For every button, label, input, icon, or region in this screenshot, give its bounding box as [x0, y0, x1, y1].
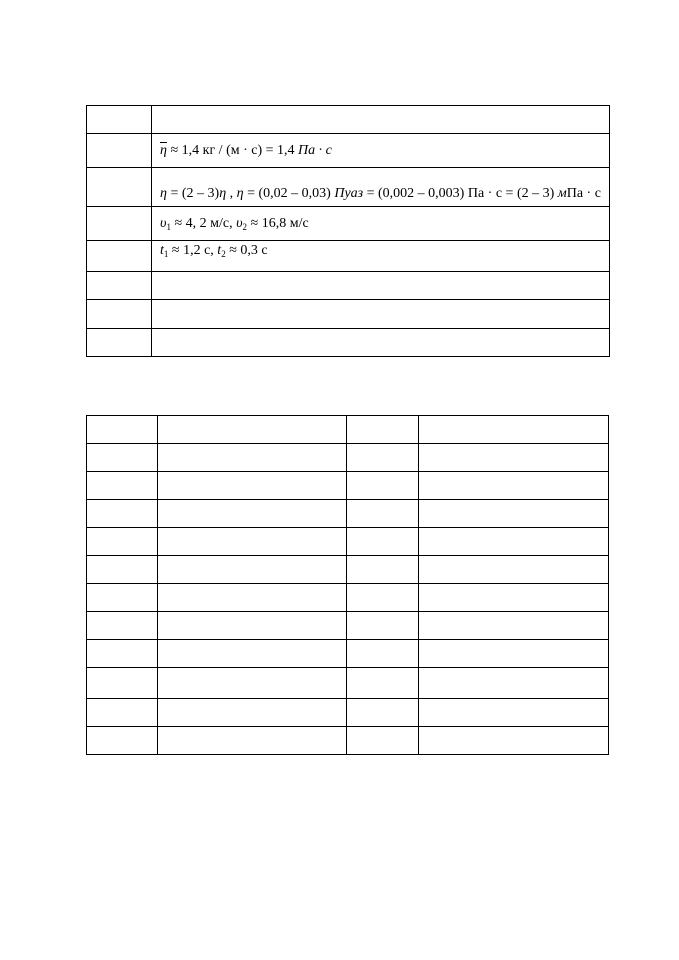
eta-symbol: η: [219, 186, 227, 201]
table-cell: [87, 106, 152, 134]
table-cell: [419, 640, 609, 668]
table-row: [87, 444, 609, 472]
table-cell: [158, 612, 347, 640]
viscosity-range-cell: [152, 168, 610, 207]
upsilon-symbol: υ: [236, 215, 243, 231]
time-1-value: ≈ 1,2 с,: [168, 243, 218, 258]
t-symbol: t: [160, 243, 164, 258]
table-cell: [87, 584, 158, 612]
text-segment: = (2 – 3): [166, 186, 220, 201]
t-symbol: t: [217, 243, 222, 258]
table-row: [87, 528, 609, 556]
table-cell: [87, 500, 158, 528]
table-cell: [347, 528, 419, 556]
table-cell: [419, 668, 609, 699]
table-cell: [152, 329, 610, 357]
table-row: [87, 134, 610, 168]
table-cell: [87, 134, 152, 168]
table-cell: [158, 472, 347, 500]
table-row: [87, 584, 609, 612]
table-row: [87, 106, 610, 134]
table-row: [87, 500, 609, 528]
table-row: [87, 300, 610, 329]
table-cell: [87, 556, 158, 584]
text-segment: = (0,02 – 0,03): [243, 186, 335, 201]
table-row: [87, 612, 609, 640]
table-cell: [347, 556, 419, 584]
table-row: [87, 556, 609, 584]
time-2-value: ≈ 0,3 с: [225, 243, 268, 258]
table-cell: [419, 584, 609, 612]
table-cell: [347, 668, 419, 699]
table-cell: [87, 207, 152, 241]
subscript: 1: [163, 249, 169, 259]
table-cell: [158, 528, 347, 556]
table-cell: [87, 300, 152, 329]
table-cell: [87, 528, 158, 556]
table-cell: [158, 556, 347, 584]
table-row: [87, 472, 609, 500]
table-cell: [87, 472, 158, 500]
text-segment: Па · с: [566, 186, 601, 201]
table-cell: [347, 699, 419, 727]
table-row: [87, 272, 610, 300]
table-cell: [347, 727, 419, 755]
table-cell: [87, 612, 158, 640]
table-cell: [347, 640, 419, 668]
table-cell: [87, 668, 158, 699]
table-cell: [152, 272, 610, 300]
table-cell: [87, 444, 158, 472]
text-segment: = (0,002 – 0,003) Па · с = (2 – 3): [363, 186, 558, 201]
grading-table: [86, 415, 609, 755]
table-cell: [347, 444, 419, 472]
subscript: 1: [166, 221, 171, 232]
table-cell: [158, 500, 347, 528]
table-row: [87, 668, 609, 699]
table-cell: [419, 727, 609, 755]
eta-bar-symbol: $\overline{\eta}$: [160, 142, 167, 158]
subscript: 2: [242, 221, 248, 232]
table-cell: [158, 699, 347, 727]
velocity-cell: [152, 207, 610, 241]
table-row: [87, 241, 610, 272]
subscript: 2: [221, 249, 226, 259]
upsilon-symbol: υ: [160, 215, 167, 231]
table-cell: [419, 472, 609, 500]
table-cell: [347, 612, 419, 640]
table-cell: [87, 727, 158, 755]
table-cell: [347, 584, 419, 612]
table-cell: [347, 500, 419, 528]
table-cell: [152, 300, 610, 329]
milli-prefix: м: [557, 186, 567, 201]
time-cell: [152, 241, 610, 272]
table-row: [87, 727, 609, 755]
table-row: [87, 168, 610, 207]
table-row: [87, 699, 609, 727]
table-cell: [419, 500, 609, 528]
table-cell: [347, 472, 419, 500]
table-cell: [419, 556, 609, 584]
table-cell: [158, 416, 347, 444]
answers-table: [86, 105, 610, 357]
poise-unit: Пуаз: [334, 186, 364, 201]
table-cell: [158, 727, 347, 755]
text-segment: ,: [226, 186, 237, 201]
table-cell: [419, 612, 609, 640]
table-cell: [158, 668, 347, 699]
table-cell: [419, 528, 609, 556]
viscosity-unit: Па · с: [298, 142, 332, 158]
velocity-2-value: ≈ 16,8 м/с: [247, 215, 309, 231]
table-row: [87, 329, 610, 357]
viscosity-value: ≈ 1,4 кг / (м · с) = 1,4: [170, 142, 299, 158]
viscosity-average-cell: [152, 134, 610, 168]
table-cell: [158, 444, 347, 472]
velocity-1-value: ≈ 4, 2 м/с,: [170, 215, 237, 231]
table-cell: [87, 699, 158, 727]
table-cell: [87, 416, 158, 444]
table-row: [87, 640, 609, 668]
table-cell: [87, 640, 158, 668]
table-cell: [152, 106, 610, 134]
table-cell: [87, 168, 152, 207]
table-cell: [87, 329, 152, 357]
eta-symbol: η: [236, 186, 244, 201]
table-cell: [87, 272, 152, 300]
table-row: [87, 416, 609, 444]
table-cell: [158, 640, 347, 668]
table-cell: [87, 241, 152, 272]
table-cell: [419, 444, 609, 472]
table-cell: [158, 584, 347, 612]
eta-symbol: η: [160, 186, 167, 201]
table-row: [87, 207, 610, 241]
table-cell: [347, 416, 419, 444]
table-cell: [419, 416, 609, 444]
table-cell: [419, 699, 609, 727]
